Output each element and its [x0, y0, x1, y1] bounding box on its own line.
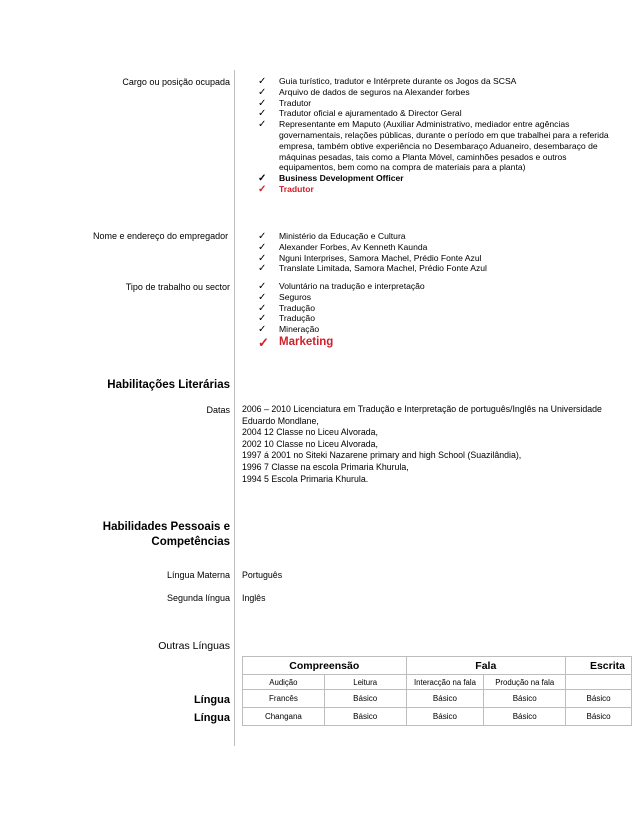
cell-production: Básico — [484, 690, 566, 708]
checkmark-icon: ✓ — [258, 173, 267, 185]
cargo-item — [258, 76, 618, 87]
cargo-item-text: Business Development Officer — [279, 173, 404, 184]
sector-list — [258, 281, 618, 350]
checkmark-icon: ✓ — [258, 231, 267, 242]
cargo-item — [258, 108, 618, 119]
row-label-language: Língua — [193, 694, 230, 706]
cargo-item-text: Tradutor — [279, 97, 312, 108]
sector-item-text: Mineração — [279, 324, 320, 335]
checkmark-icon: ✓ — [258, 302, 267, 314]
education-entry: 1997 á 2001 no Siteki Nazarene primary and high School (Suazilândia), — [242, 450, 522, 461]
second-language-label: Segunda língua — [166, 593, 230, 603]
cargo-item — [258, 98, 618, 109]
employer-item — [258, 231, 618, 242]
cargo-label: Cargo ou posição ocupada — [122, 77, 230, 87]
subheader-reading: Leitura — [324, 675, 406, 690]
header-comprehension: Compreensão — [243, 657, 407, 675]
checkmark-icon: ✓ — [258, 183, 267, 195]
cell-writing: Básico — [566, 708, 632, 726]
cell-listening: Básico — [324, 708, 406, 726]
mother-tongue-label: Língua Materna — [166, 570, 230, 580]
education-entry: 2002 10 Classe no Liceu Alvorada, — [242, 438, 378, 449]
cargo-item-text: Arquivo de dados de seguros na Alexander forbes — [279, 86, 470, 97]
row-label-language: Língua — [193, 712, 230, 724]
checkmark-icon: ✓ — [258, 119, 267, 131]
skills-heading-line1: Habilidades Pessoais e — [102, 521, 230, 533]
employer-item-text: Nguni Interprises, Samora Machel, Prédio Fonte Azul — [279, 252, 482, 263]
subheader-empty — [566, 675, 632, 690]
employer-item-text: Translate Limitada, Samora Machel, Prédio Fonte Azul — [279, 263, 487, 274]
header-speaking: Fala — [406, 657, 566, 675]
checkmark-icon: ✓ — [258, 281, 267, 292]
employer-item — [258, 242, 618, 253]
second-language-value: Inglês — [242, 593, 266, 603]
sector-item — [258, 281, 618, 292]
sector-item — [258, 303, 618, 314]
checkmark-icon: ✓ — [258, 334, 269, 350]
checkmark-icon: ✓ — [258, 324, 267, 336]
cell-writing: Básico — [566, 690, 632, 708]
cell-interaction: Básico — [406, 708, 484, 726]
cargo-item-text: Tradutor oficial e ajuramentado & Director Geral — [279, 108, 462, 119]
employer-item-text: Alexander Forbes, Av Kenneth Kaunda — [279, 241, 428, 252]
sector-item — [258, 324, 618, 335]
cargo-item — [258, 119, 618, 173]
other-languages-label: Outras Línguas — [158, 640, 230, 652]
cell-production: Básico — [484, 708, 566, 726]
checkmark-icon: ✓ — [258, 76, 267, 87]
cargo-item — [258, 87, 618, 98]
checkmark-icon: ✓ — [258, 86, 267, 98]
dates-label: Datas — [206, 405, 230, 415]
subheader-production: Produção na fala — [484, 675, 566, 690]
education-entries — [242, 404, 632, 485]
sector-item — [258, 292, 618, 303]
education-entry: 1994 5 Escola Primaria Khurula. — [242, 473, 369, 484]
section-divider — [234, 70, 235, 746]
sector-item — [258, 313, 618, 324]
table-row — [243, 708, 632, 726]
subheader-listening: Audição — [243, 675, 325, 690]
education-entry: 2006 – 2010 Licenciatura em Tradução e Interpretação de português/Inglês na Universidade Eduardo Mondlane, — [242, 404, 602, 426]
cargo-item-text: Guia turístico, tradutor e Intérprete durante os Jogos da SCSA — [279, 76, 517, 86]
checkmark-icon: ✓ — [258, 97, 267, 109]
sector-label: Tipo de trabalho ou sector — [125, 282, 230, 292]
cell-interaction: Básico — [406, 690, 484, 708]
education-entry: 2004 12 Classe no Liceu Alvorada, — [242, 427, 378, 438]
table-row — [243, 690, 632, 708]
sector-item-text: Marketing — [279, 335, 334, 348]
checkmark-icon: ✓ — [258, 263, 267, 275]
cell-language: Changana — [243, 708, 325, 726]
checkmark-icon: ✓ — [258, 108, 267, 120]
header-writing: Escrita — [566, 657, 632, 675]
cargo-item-text: Tradutor — [279, 183, 314, 194]
checkmark-icon: ✓ — [258, 313, 267, 325]
cell-language: Francês — [243, 690, 325, 708]
employer-label: Nome e endereço do empregador — [93, 231, 229, 241]
sector-item — [258, 335, 618, 350]
sector-item-text: Seguros — [279, 291, 312, 302]
cargo-item — [258, 184, 618, 195]
sector-item-text: Voluntário na tradução e interpretação — [279, 281, 425, 291]
mother-tongue-value: Português — [242, 570, 283, 580]
skills-heading-line2: Competências — [151, 536, 230, 548]
cargo-item-text: Representante em Maputo (Auxiliar Administrativo, mediador entre agências governamentais, relações públicas, durante o período em que trabalhei para a referida empresa, também obtive experiência no Desembaraço Aduaneiro, desembaraço de máquinas pesadas, tais como a Planta Móvel, caminhões pesados e outros equipamentos, bem como na compra de materiais para a planta) — [279, 119, 609, 173]
education-heading: Habilitações Literárias — [107, 379, 230, 391]
sector-item-text: Tradução — [279, 302, 315, 313]
checkmark-icon: ✓ — [258, 291, 267, 303]
cargo-item — [258, 173, 618, 184]
checkmark-icon: ✓ — [258, 252, 267, 264]
employer-item — [258, 253, 618, 264]
subheader-interaction: Interacção na fala — [406, 675, 484, 690]
skills-heading — [103, 520, 230, 550]
cell-listening: Básico — [324, 690, 406, 708]
education-entry: 1996 7 Classe na escola Primaria Khurula, — [242, 461, 409, 472]
cargo-list — [258, 76, 618, 195]
employer-item — [258, 263, 618, 274]
sector-item-text: Tradução — [279, 313, 315, 324]
language-table — [242, 656, 632, 726]
employer-list — [258, 231, 618, 274]
employer-item-text: Ministério da Educação e Cultura — [279, 231, 406, 241]
checkmark-icon: ✓ — [258, 241, 267, 253]
